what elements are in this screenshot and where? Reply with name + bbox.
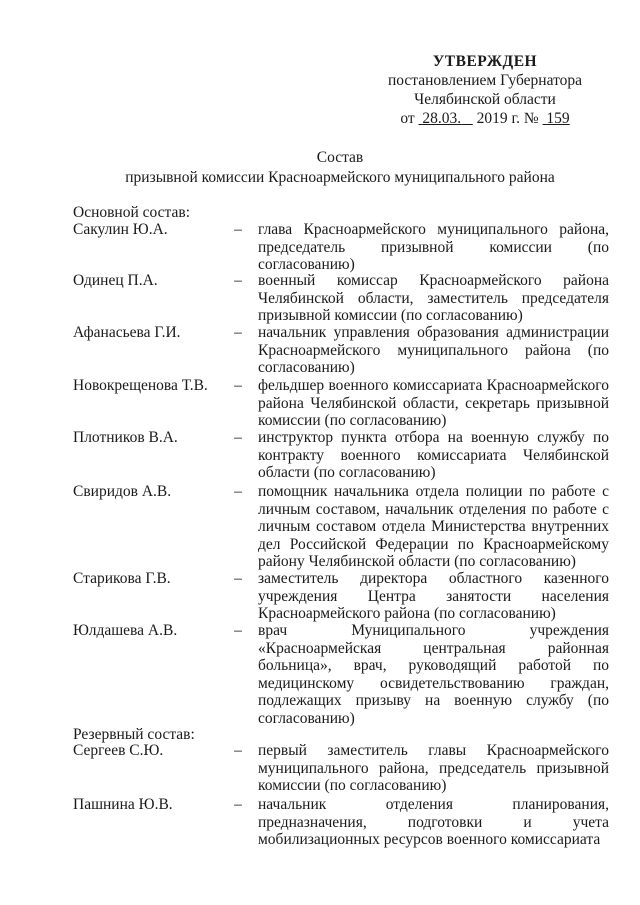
date-prefix: от	[400, 110, 415, 127]
member-role: первый заместитель главы Красноармейского муниципального района, председатель призывной комиссии (по согласованию)	[258, 742, 609, 794]
member-role: заместитель директора областного казенного учреждения Центра занятости населения Красноармейского района (по согласованию)	[258, 570, 609, 622]
member-dash: –	[234, 324, 242, 341]
member-name: Свиридов А.В.	[73, 483, 172, 500]
member-role: инструктор пункта отбора на военную службу по контракту военного комиссариата Челябинской области (по согласованию)	[258, 429, 609, 481]
document-heading	[40, 148, 640, 188]
member-dash: –	[234, 796, 242, 813]
approval-block	[360, 52, 610, 128]
member-dash: –	[234, 742, 242, 759]
member-role: глава Красноармейского муниципального района, председатель призывной комиссии (по согласованию)	[258, 221, 609, 273]
member-name: Пашнина Ю.В.	[73, 796, 173, 813]
member-name: Одинец П.А.	[73, 272, 158, 289]
member-dash: –	[234, 377, 242, 394]
heading-line-2: призывной комиссии Красноармейского муниципального района	[125, 169, 555, 186]
reserve-section-title: Резервный состав:	[73, 726, 195, 743]
main-section-title: Основной состав:	[73, 204, 191, 221]
member-name: Новокрещенова Т.В.	[73, 377, 208, 394]
member-name: Сергеев С.Ю.	[73, 742, 164, 759]
approval-date-line	[360, 109, 610, 128]
member-name: Плотников В.А.	[73, 429, 178, 446]
member-name: Афанасьева Г.И.	[73, 324, 181, 341]
member-dash: –	[234, 622, 242, 639]
member-role: помощник начальника отдела полиции по работе с личным составом, начальник отделения по работе с личным составом отдела Министерства внутренних дел Российской Федерации по Красноармейскому району Челябинской области (по согласованию)	[258, 483, 609, 570]
approval-line-1: постановлением Губернатора	[387, 72, 583, 89]
member-name: Сакулин Ю.А.	[73, 221, 168, 238]
approval-title: УТВЕРЖДЕН	[432, 53, 538, 70]
member-role: начальник управления образования администрации Красноармейского муниципального района (по согласованию)	[258, 324, 609, 376]
member-dash: –	[234, 429, 242, 446]
date-value: 28.03.	[422, 110, 462, 127]
member-dash: –	[234, 221, 242, 238]
heading-line-1: Состав	[316, 149, 364, 166]
member-name: Старикова Г.В.	[73, 570, 171, 587]
year-text: 2019 г. №	[476, 110, 539, 127]
member-role: военный комиссар Красноармейского района Челябинской области, заместитель председателя призывной комиссии (по согласованию)	[258, 272, 609, 324]
member-dash: –	[234, 272, 242, 289]
approval-line-2: Челябинской области	[414, 91, 556, 108]
member-role: начальник отделения планирования, предназначения, подготовки и учета мобилизационных ресурсов военного комиссариата	[258, 796, 609, 848]
member-name: Юлдашева А.В.	[73, 622, 178, 639]
document-number: 159	[546, 110, 570, 127]
member-dash: –	[234, 483, 242, 500]
member-role: врач Муниципального учреждения «Красноармейская центральная районная больница», врач, руководящий работой по медицинскому освидетельствованию граждан, подлежащих призыву на военную службу (по согласованию)	[258, 622, 609, 727]
member-dash: –	[234, 570, 242, 587]
member-role: фельдшер военного комиссариата Красноармейского района Челябинской области, секретарь призывной комиссии (по согласованию)	[258, 377, 609, 429]
